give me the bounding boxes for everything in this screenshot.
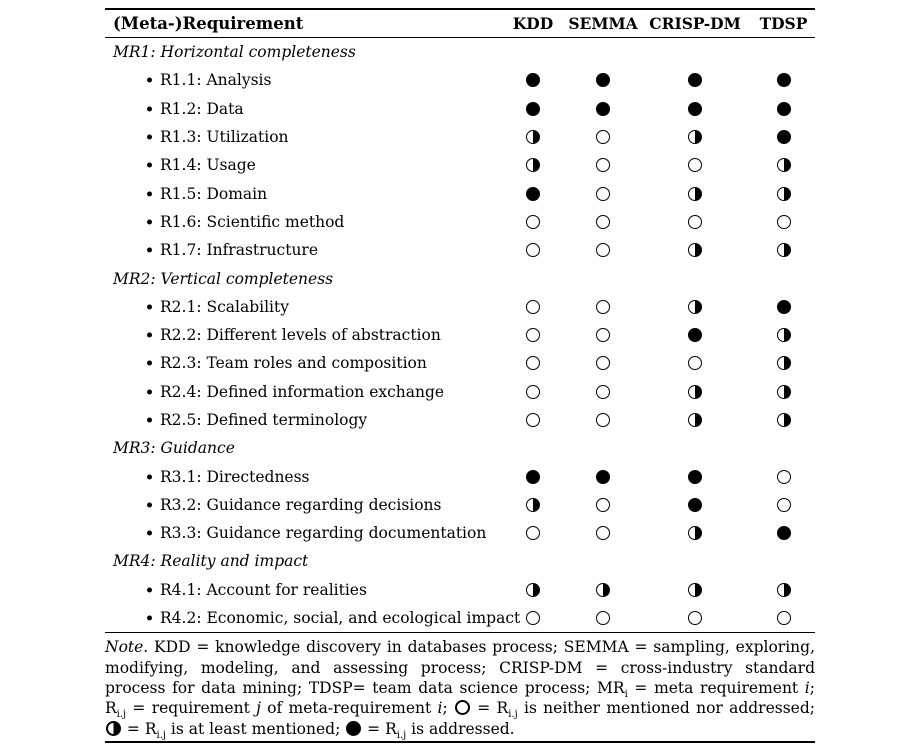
column-header-semma: SEMMA [568, 14, 638, 33]
empty-circle-icon [596, 187, 610, 201]
rating-cell [568, 158, 638, 172]
rating-cell [752, 385, 815, 399]
rating-cell [568, 187, 638, 201]
full-circle-icon [526, 470, 540, 484]
rating-cell [568, 583, 638, 597]
half-circle-icon [688, 385, 702, 399]
rating-cell [568, 215, 638, 229]
bullet-icon [147, 502, 152, 507]
rating-cell [498, 243, 568, 257]
rating-cell [752, 73, 815, 87]
full-circle-icon [688, 498, 702, 512]
half-circle-icon [688, 243, 702, 257]
half-circle-icon [777, 413, 791, 427]
rating-cell [752, 187, 815, 201]
rating-cell [752, 102, 815, 116]
bullet-icon [147, 78, 152, 83]
half-circle-icon [777, 187, 791, 201]
column-header-requirement: (Meta-)Requirement [113, 14, 304, 33]
rating-cell [638, 130, 752, 144]
rating-cell [752, 611, 815, 625]
requirement-label: R2.1: Scalability [105, 298, 498, 316]
column-header-kdd: KDD [512, 14, 554, 33]
rating-cell [752, 158, 815, 172]
empty-circle-icon [777, 470, 791, 484]
rating-cell [498, 187, 568, 201]
half-circle-icon [688, 583, 702, 597]
rating-cell [752, 215, 815, 229]
rating-cell [752, 413, 815, 427]
table-row [105, 179, 815, 207]
table-row [105, 491, 815, 519]
bullet-icon [147, 474, 152, 479]
requirement-label: R2.4: Defined information exchange [105, 383, 498, 401]
rating-cell [638, 243, 752, 257]
rating-cell [568, 498, 638, 512]
requirement-label: R2.2: Different levels of abstraction [105, 326, 498, 344]
rating-cell [568, 385, 638, 399]
rating-cell [638, 385, 752, 399]
rating-cell [752, 356, 815, 370]
empty-circle-icon [688, 215, 702, 229]
empty-circle-icon [688, 356, 702, 370]
half-circle-icon [777, 583, 791, 597]
empty-circle-icon [596, 300, 610, 314]
bullet-icon [147, 248, 152, 253]
full-circle-icon [777, 526, 791, 540]
rating-cell [498, 300, 568, 314]
rating-cell [498, 470, 568, 484]
rating-cell [498, 102, 568, 116]
rating-cell [638, 300, 752, 314]
bullet-icon [147, 418, 152, 423]
rating-cell [498, 385, 568, 399]
half-circle-icon [777, 158, 791, 172]
half-circle-icon [688, 187, 702, 201]
rating-cell [568, 526, 638, 540]
rating-cell [568, 413, 638, 427]
rating-cell [568, 130, 638, 144]
requirements-comparison-table [105, 8, 815, 743]
section-header: MR1: Horizontal completeness [113, 43, 356, 62]
empty-circle-icon [596, 498, 610, 512]
empty-circle-icon [777, 215, 791, 229]
half-circle-icon [777, 328, 791, 342]
full-circle-icon [526, 73, 540, 87]
requirement-label: R1.2: Data [105, 100, 498, 118]
table-row [105, 236, 815, 264]
empty-circle-icon [596, 243, 610, 257]
rating-cell [638, 413, 752, 427]
half-circle-icon [777, 356, 791, 370]
rating-cell [638, 328, 752, 342]
full-circle-icon [777, 73, 791, 87]
full-circle-icon [688, 470, 702, 484]
half-circle-icon [777, 385, 791, 399]
table-row [105, 151, 815, 179]
empty-circle-icon [596, 158, 610, 172]
empty-circle-icon [777, 498, 791, 512]
rating-cell [638, 215, 752, 229]
requirement-label: R1.1: Analysis [105, 71, 498, 89]
full-circle-icon [596, 73, 610, 87]
empty-circle-icon [596, 130, 610, 144]
half-circle-icon [526, 583, 540, 597]
column-header-tdsp: TDSP [759, 14, 808, 33]
rating-cell [568, 102, 638, 116]
requirement-label: R1.5: Domain [105, 185, 498, 203]
table-row [105, 293, 815, 321]
table-row [105, 462, 815, 490]
bullet-icon [147, 587, 152, 592]
note [105, 632, 815, 743]
rating-cell [752, 300, 815, 314]
requirement-label: R1.4: Usage [105, 156, 498, 174]
rating-cell [498, 498, 568, 512]
rating-cell [638, 158, 752, 172]
empty-circle-icon [526, 385, 540, 399]
half-circle-icon [688, 130, 702, 144]
rating-cell [568, 300, 638, 314]
full-circle-icon [596, 470, 610, 484]
rating-cell [638, 470, 752, 484]
bullet-icon [147, 361, 152, 366]
rating-cell [638, 583, 752, 597]
rating-cell [498, 328, 568, 342]
rating-cell [568, 243, 638, 257]
rating-cell [568, 73, 638, 87]
bullet-icon [147, 333, 152, 338]
empty-circle-icon [596, 356, 610, 370]
table-row [105, 604, 815, 632]
half-circle-icon [526, 158, 540, 172]
full-circle-icon [688, 328, 702, 342]
half-circle-icon [688, 413, 702, 427]
rating-cell [568, 356, 638, 370]
rating-cell [638, 526, 752, 540]
rating-cell [638, 187, 752, 201]
rating-cell [752, 243, 815, 257]
bullet-icon [147, 304, 152, 309]
rating-cell [498, 73, 568, 87]
bullet-icon [147, 163, 152, 168]
half-circle-icon [526, 130, 540, 144]
table-row [105, 95, 815, 123]
section-header: MR2: Vertical completeness [113, 269, 334, 288]
requirement-label: R1.3: Utilization [105, 128, 498, 146]
full-circle-icon [777, 130, 791, 144]
section-header: MR4: Reality and impact [113, 552, 309, 571]
half-circle-icon [526, 498, 540, 512]
rating-cell [498, 526, 568, 540]
rating-cell [568, 470, 638, 484]
empty-circle-icon [526, 215, 540, 229]
empty-circle-icon [526, 526, 540, 540]
table-row [105, 406, 815, 434]
rating-cell [568, 328, 638, 342]
rating-cell [638, 611, 752, 625]
rating-cell [498, 158, 568, 172]
rating-cell [752, 470, 815, 484]
full-circle-icon [777, 102, 791, 116]
table-row [105, 66, 815, 94]
empty-circle-icon [596, 526, 610, 540]
empty-circle-icon [688, 158, 702, 172]
full-circle-icon [526, 102, 540, 116]
column-header-crisp-dm: CRISP-DM [649, 14, 741, 33]
rating-cell [498, 356, 568, 370]
table-row [105, 378, 815, 406]
rating-cell [638, 102, 752, 116]
full-circle-icon [346, 721, 361, 736]
requirement-label: R3.1: Directedness [105, 468, 498, 486]
requirement-label: R3.2: Guidance regarding decisions [105, 496, 498, 514]
bullet-icon [147, 135, 152, 140]
rating-cell [752, 498, 815, 512]
bullet-icon [147, 219, 152, 224]
table-body [105, 38, 815, 632]
bullet-icon [147, 616, 152, 621]
half-circle-icon [596, 583, 610, 597]
requirement-label: R1.6: Scientific method [105, 213, 498, 231]
half-circle-icon [688, 300, 702, 314]
table-row [105, 576, 815, 604]
empty-circle-icon [526, 611, 540, 625]
note-text: Note. KDD = knowledge discovery in databases process; SEMMA = sampling, exploring, modifying, modeling, and assessing process; CRISP-DM = cross-industry standard process for data mining; TDSP= team data science process; $MR_i$ = meta requirement i; $R_{i.j}$ = requirement j of meta-requirement i; = $R_{i.j}$ is neither mentioned nor addressed; = $R_{i.j}$ is at least mentioned; = $R_{i.j}$ is addressed. [105, 638, 815, 741]
requirement-label: R4.2: Economic, social, and ecological impact [105, 609, 498, 627]
bullet-icon [147, 106, 152, 111]
empty-circle-icon [455, 700, 470, 715]
table-row [105, 123, 815, 151]
rating-cell [638, 498, 752, 512]
rating-cell [638, 356, 752, 370]
requirement-label: R3.3: Guidance regarding documentation [105, 524, 498, 542]
table-row [105, 208, 815, 236]
empty-circle-icon [526, 300, 540, 314]
bullet-icon [147, 389, 152, 394]
empty-circle-icon [688, 611, 702, 625]
table-row [105, 349, 815, 377]
empty-circle-icon [526, 328, 540, 342]
full-circle-icon [777, 300, 791, 314]
rating-cell [498, 583, 568, 597]
half-circle-icon [688, 526, 702, 540]
empty-circle-icon [526, 413, 540, 427]
rating-cell [752, 526, 815, 540]
empty-circle-icon [526, 243, 540, 257]
bullet-icon [147, 531, 152, 536]
table-row [105, 519, 815, 547]
half-circle-icon [106, 721, 121, 736]
full-circle-icon [596, 102, 610, 116]
empty-circle-icon [596, 385, 610, 399]
requirement-label: R4.1: Account for realities [105, 581, 498, 599]
rating-cell [638, 73, 752, 87]
table-row [105, 321, 815, 349]
full-circle-icon [688, 102, 702, 116]
section-header: MR3: Guidance [113, 439, 235, 458]
rating-cell [498, 130, 568, 144]
rating-cell [752, 130, 815, 144]
empty-circle-icon [596, 328, 610, 342]
rating-cell [568, 611, 638, 625]
empty-circle-icon [596, 413, 610, 427]
empty-circle-icon [596, 215, 610, 229]
table-header-row [105, 10, 815, 38]
requirement-label: R2.5: Defined terminology [105, 411, 498, 429]
rating-cell [752, 328, 815, 342]
empty-circle-icon [777, 611, 791, 625]
full-circle-icon [688, 73, 702, 87]
requirement-label: R2.3: Team roles and composition [105, 354, 498, 372]
empty-circle-icon [596, 611, 610, 625]
rating-cell [498, 215, 568, 229]
rating-cell [752, 583, 815, 597]
empty-circle-icon [526, 356, 540, 370]
rating-cell [498, 413, 568, 427]
requirement-label: R1.7: Infrastructure [105, 241, 498, 259]
full-circle-icon [526, 187, 540, 201]
half-circle-icon [777, 243, 791, 257]
bullet-icon [147, 191, 152, 196]
